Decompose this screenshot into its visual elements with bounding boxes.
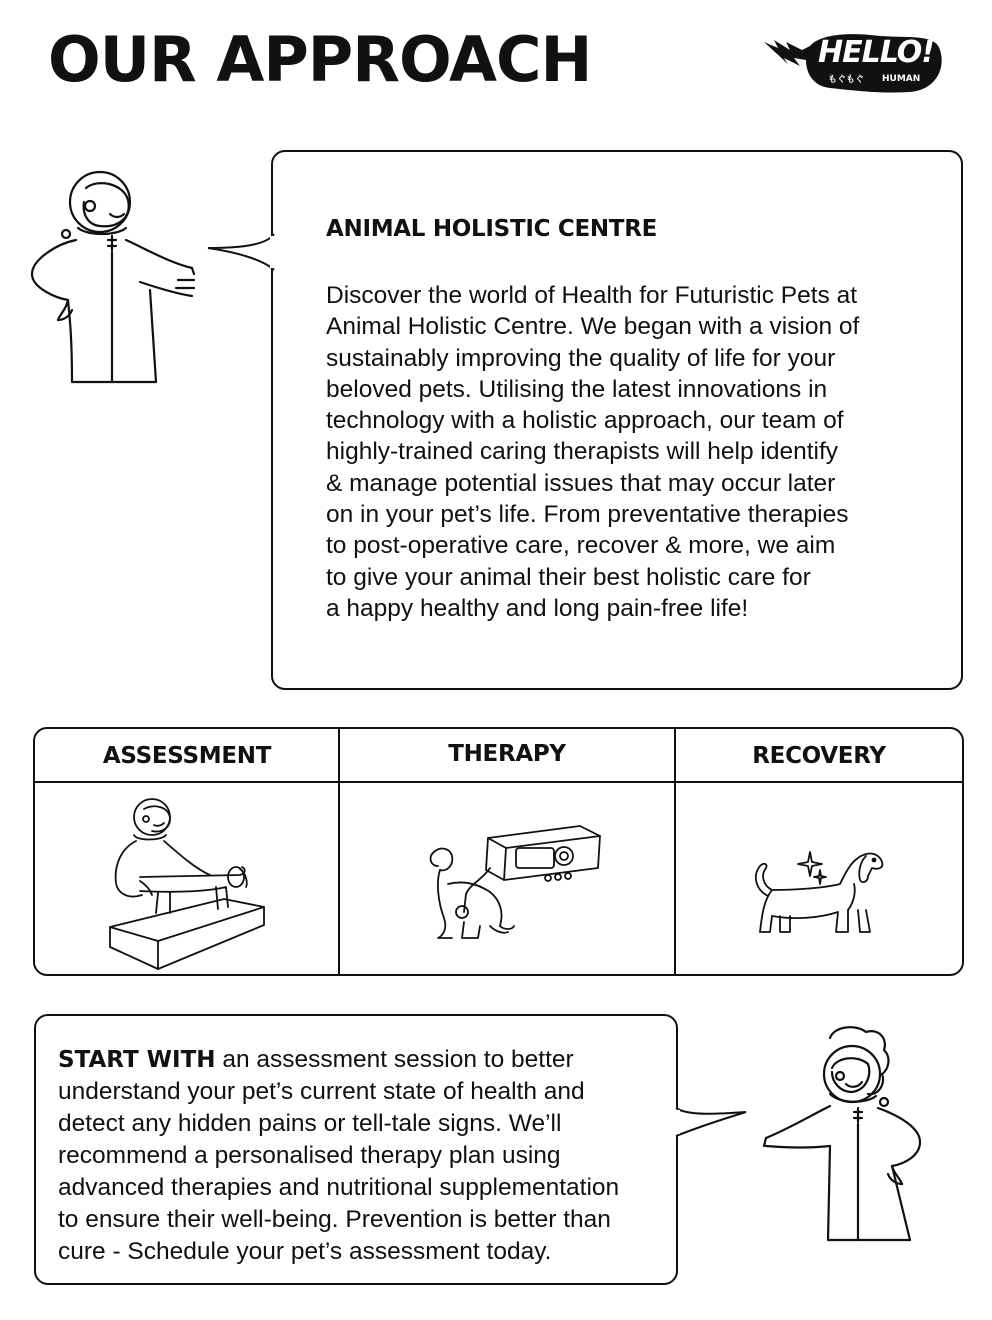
cta-line: recommend a personalised therapy plan using: [58, 1142, 561, 1169]
logo-subtext-japanese: もぐもぐ: [828, 75, 865, 85]
about-body: [326, 280, 926, 624]
about-line: Animal Holistic Centre. We began with a vision of: [326, 313, 860, 341]
about-line: Discover the world of Health for Futuristic Pets at: [326, 282, 858, 309]
cta-line: understand your pet’s current state of health and: [58, 1078, 585, 1105]
about-line: to post-operative care, recover & more, we aim: [326, 532, 836, 560]
about-line: to give your animal their best holistic care for: [326, 563, 811, 591]
step-label: ASSESSMENT: [102, 743, 272, 769]
about-line: beloved pets. Utilising the latest innovations in: [326, 375, 828, 403]
cta-line: advanced therapies and nutritional supplementation: [58, 1174, 620, 1201]
about-line: a happy healthy and long pain-free life!: [326, 594, 749, 622]
steps-header-divider: [35, 781, 962, 783]
astronaut-examining-dachshund-icon: [100, 795, 270, 973]
cta-line: detect any hidden pains or tell-tale signs. We’ll: [58, 1110, 562, 1137]
cta-line: cure - Schedule your pet’s assessment today.: [58, 1238, 552, 1265]
about-heading: ANIMAL HOLISTIC CENTRE: [326, 216, 658, 242]
dog-with-therapy-machine-icon: [424, 822, 604, 946]
speech-tail-icon: [674, 1106, 748, 1140]
about-line: highly-trained caring therapists will help identify: [326, 438, 839, 466]
cta-lead: START WITH: [58, 1047, 216, 1073]
page-title: OUR APPROACH: [48, 23, 592, 96]
astronaut-pointing-icon: [28, 170, 208, 385]
astronaut-woman-pointing-icon: [760, 1024, 950, 1246]
step-label: THERAPY: [448, 741, 566, 767]
cta-line: to ensure their well-being. Prevention is better than: [58, 1206, 611, 1233]
about-line: & manage potential issues that may occur later: [326, 469, 836, 497]
happy-dachshund-with-sparkles-icon: [750, 846, 890, 938]
hello-human-logo[interactable]: [760, 28, 946, 98]
about-line: sustainably improving the quality of life for your: [326, 344, 836, 372]
logo-wordmark: HELLO!: [818, 35, 934, 70]
step-label: RECOVERY: [752, 743, 886, 769]
speech-tail-icon: [206, 232, 276, 274]
cta-text: [58, 1044, 678, 1268]
cta-lead-rest: an assessment session to better: [215, 1046, 574, 1073]
about-line: on in your pet’s life. From preventative therapies: [326, 501, 849, 529]
logo-subtext-human: HUMAN: [882, 74, 921, 84]
about-line: technology with a holistic approach, our team of: [326, 407, 844, 435]
